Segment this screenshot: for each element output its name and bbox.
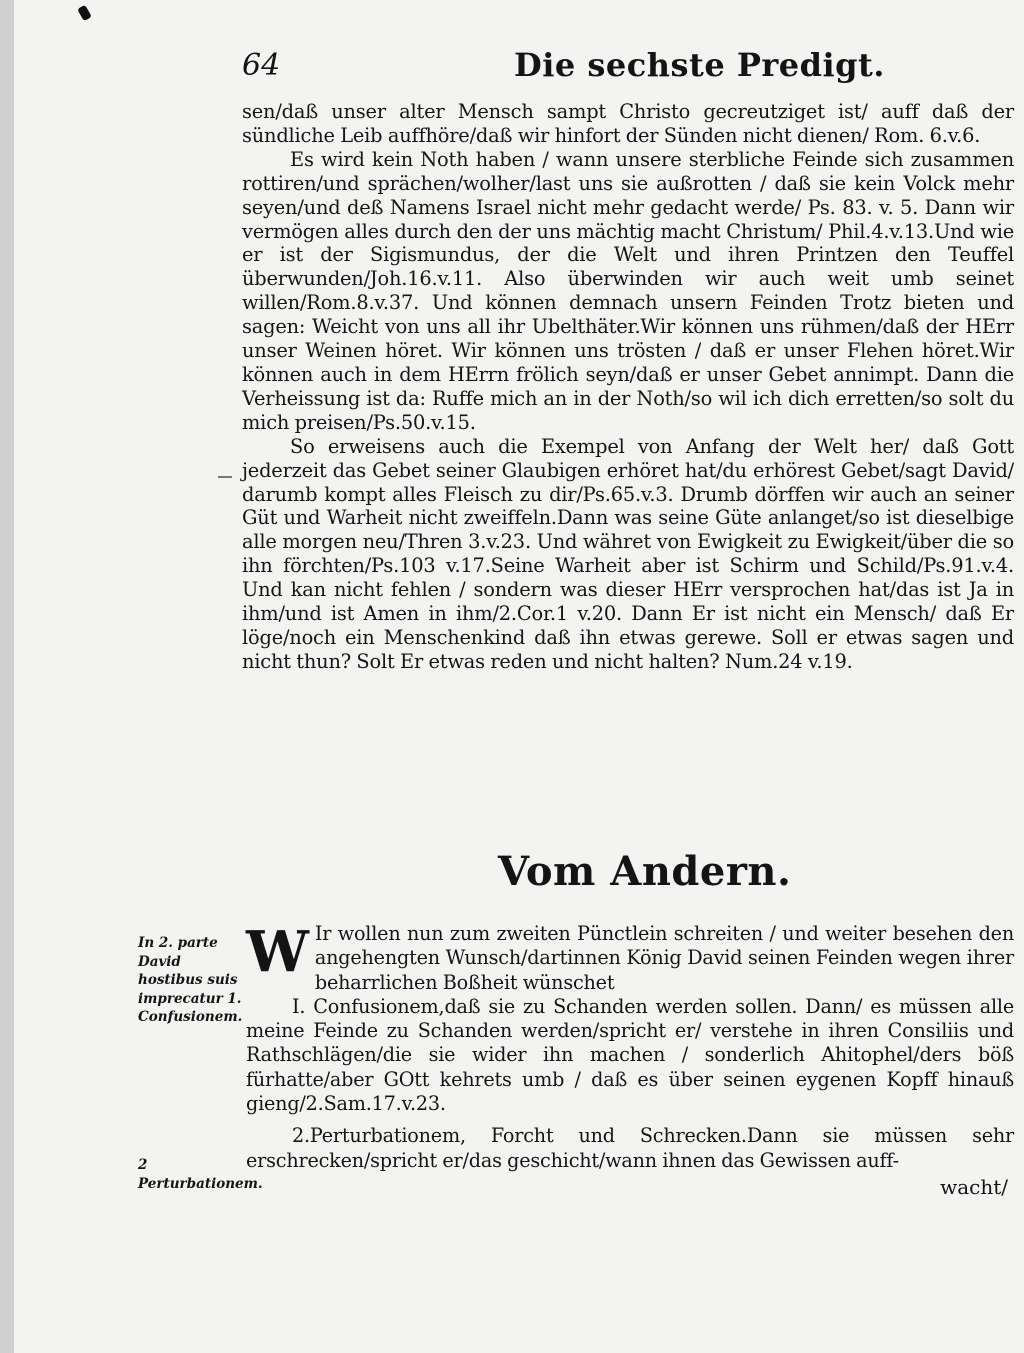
section-intro: Ir wollen nun zum zweiten Pünctlein schreiten / und weiter besehen den angehengten Wunsch/dartinnen König David seinen Feinden wegen ihrer beharrlichen Boßheit wünschet [314, 922, 1014, 994]
ink-blot [77, 5, 92, 22]
section-heading: Vom Andern. [498, 848, 792, 895]
drop-capital: W [246, 919, 309, 985]
list-item: I. Confusionem,daß sie zu Schanden werden sollen. Dann/ es müssen alle meine Feinde zu Schanden werden/spricht er/ verstehe in ihren Consiliis und Rathschlägen/die sie wider ihn machen / sonderlich Ahitophel/ders böß fürhatte/aber GOtt kehrets umb / daß es über seinen eygenen Kopff hinauß gieng/2.Sam.17.v.23. [246, 994, 1014, 1116]
margin-note: In 2. parte David hostibus suis imprecatur 1. Confusionem. [138, 935, 243, 1026]
list-item: 2.Perturbationem, Forcht und Schrecken.Dann sie müssen sehr erschrecken/spricht er/das geschicht/wann ihnen das Gewissen auff- [246, 1124, 1014, 1172]
paragraph: Es wird kein Noth haben / wann unsere sterbliche Feinde sich zusammen rottiren/und sprächen/wolher/last uns sie außrotten / daß sie kein Volck mehr seyen/und deß Namens Israel nicht mehr gedacht werde/ Ps. 83. v. 5. Dann wir vermögen alles durch den der uns mächtig macht Christum/ Phil.4.v.13.Und wie er ist der Sigismundus, der die Welt und ihren Printzen den Teuffel überwunden/Joh.16.v.11. Also überwinden wir auch weit umb seinet willen/Rom.8.v.37. Und können demnach unsern Feinden Trotz bieten und sagen: Weicht von uns all ihr Ubelthäter.Wir können uns rühmen/daß der HErr unser Weinen höret. Wir können uns trösten / daß er unser Flehen höret.Wir können auch in dem HErrn frölich seyn/daß er unser Gebet annimpt. Dann die Verheissung ist da: Ruffe mich an in der Noth/so wil ich dich erretten/so solt du mich preisen/Ps.50.v.15. [242, 147, 1014, 434]
paragraph: sen/daß unser alter Mensch sampt Christo gecreutziget ist/ auff daß der sündliche Leib auffhöre/daß wir hinfort der Sünden nicht dienen/ Rom. 6.v.6. [242, 100, 1014, 147]
page-header [242, 44, 1022, 98]
section-text [246, 919, 1014, 1199]
page-number: 64 [242, 48, 281, 83]
paragraph: So erweisens auch die Exempel von Anfang der Welt her/ daß Gott jederzeit das Gebet seiner Glaubigen erhöret hat/du erhörest Gebet/sagt David/ darumb kompt alles Fleisch zu dir/Ps.65.v.3. Drumb dörffen wir auch an seiner Güt und Warheit nicht zweiffeln.Dann was seine Güte anlanget/so ist dieselbige alle morgen neu/Thren 3.v.23. Und währet von Ewigkeit zu Ewigkeit/über die so ihn förchten/Ps.103 v.17.Seine Warheit aber ist Schirm und Schild/Ps.91.v.4. Und kan nicht fehlen / sondern was dieser HErr versprochen hat/das ist Ja in ihm/und ist Amen in ihm/2.Cor.1 v.20. Dann Er ist nicht ein Mensch/ daß Er löge/noch ein Menschenkind daß ihn etwas gerewe. Soll er etwas sagen und nicht thun? Solt Er etwas reden und nicht halten? Num.24 v.19. [242, 434, 1014, 673]
ink-mark [218, 476, 232, 478]
main-text [242, 100, 1014, 674]
margin-note: 2 Perturbationem. [138, 1157, 263, 1192]
running-title: Die sechste Predigt. [514, 46, 885, 84]
catchword: wacht/ [940, 1174, 1008, 1199]
